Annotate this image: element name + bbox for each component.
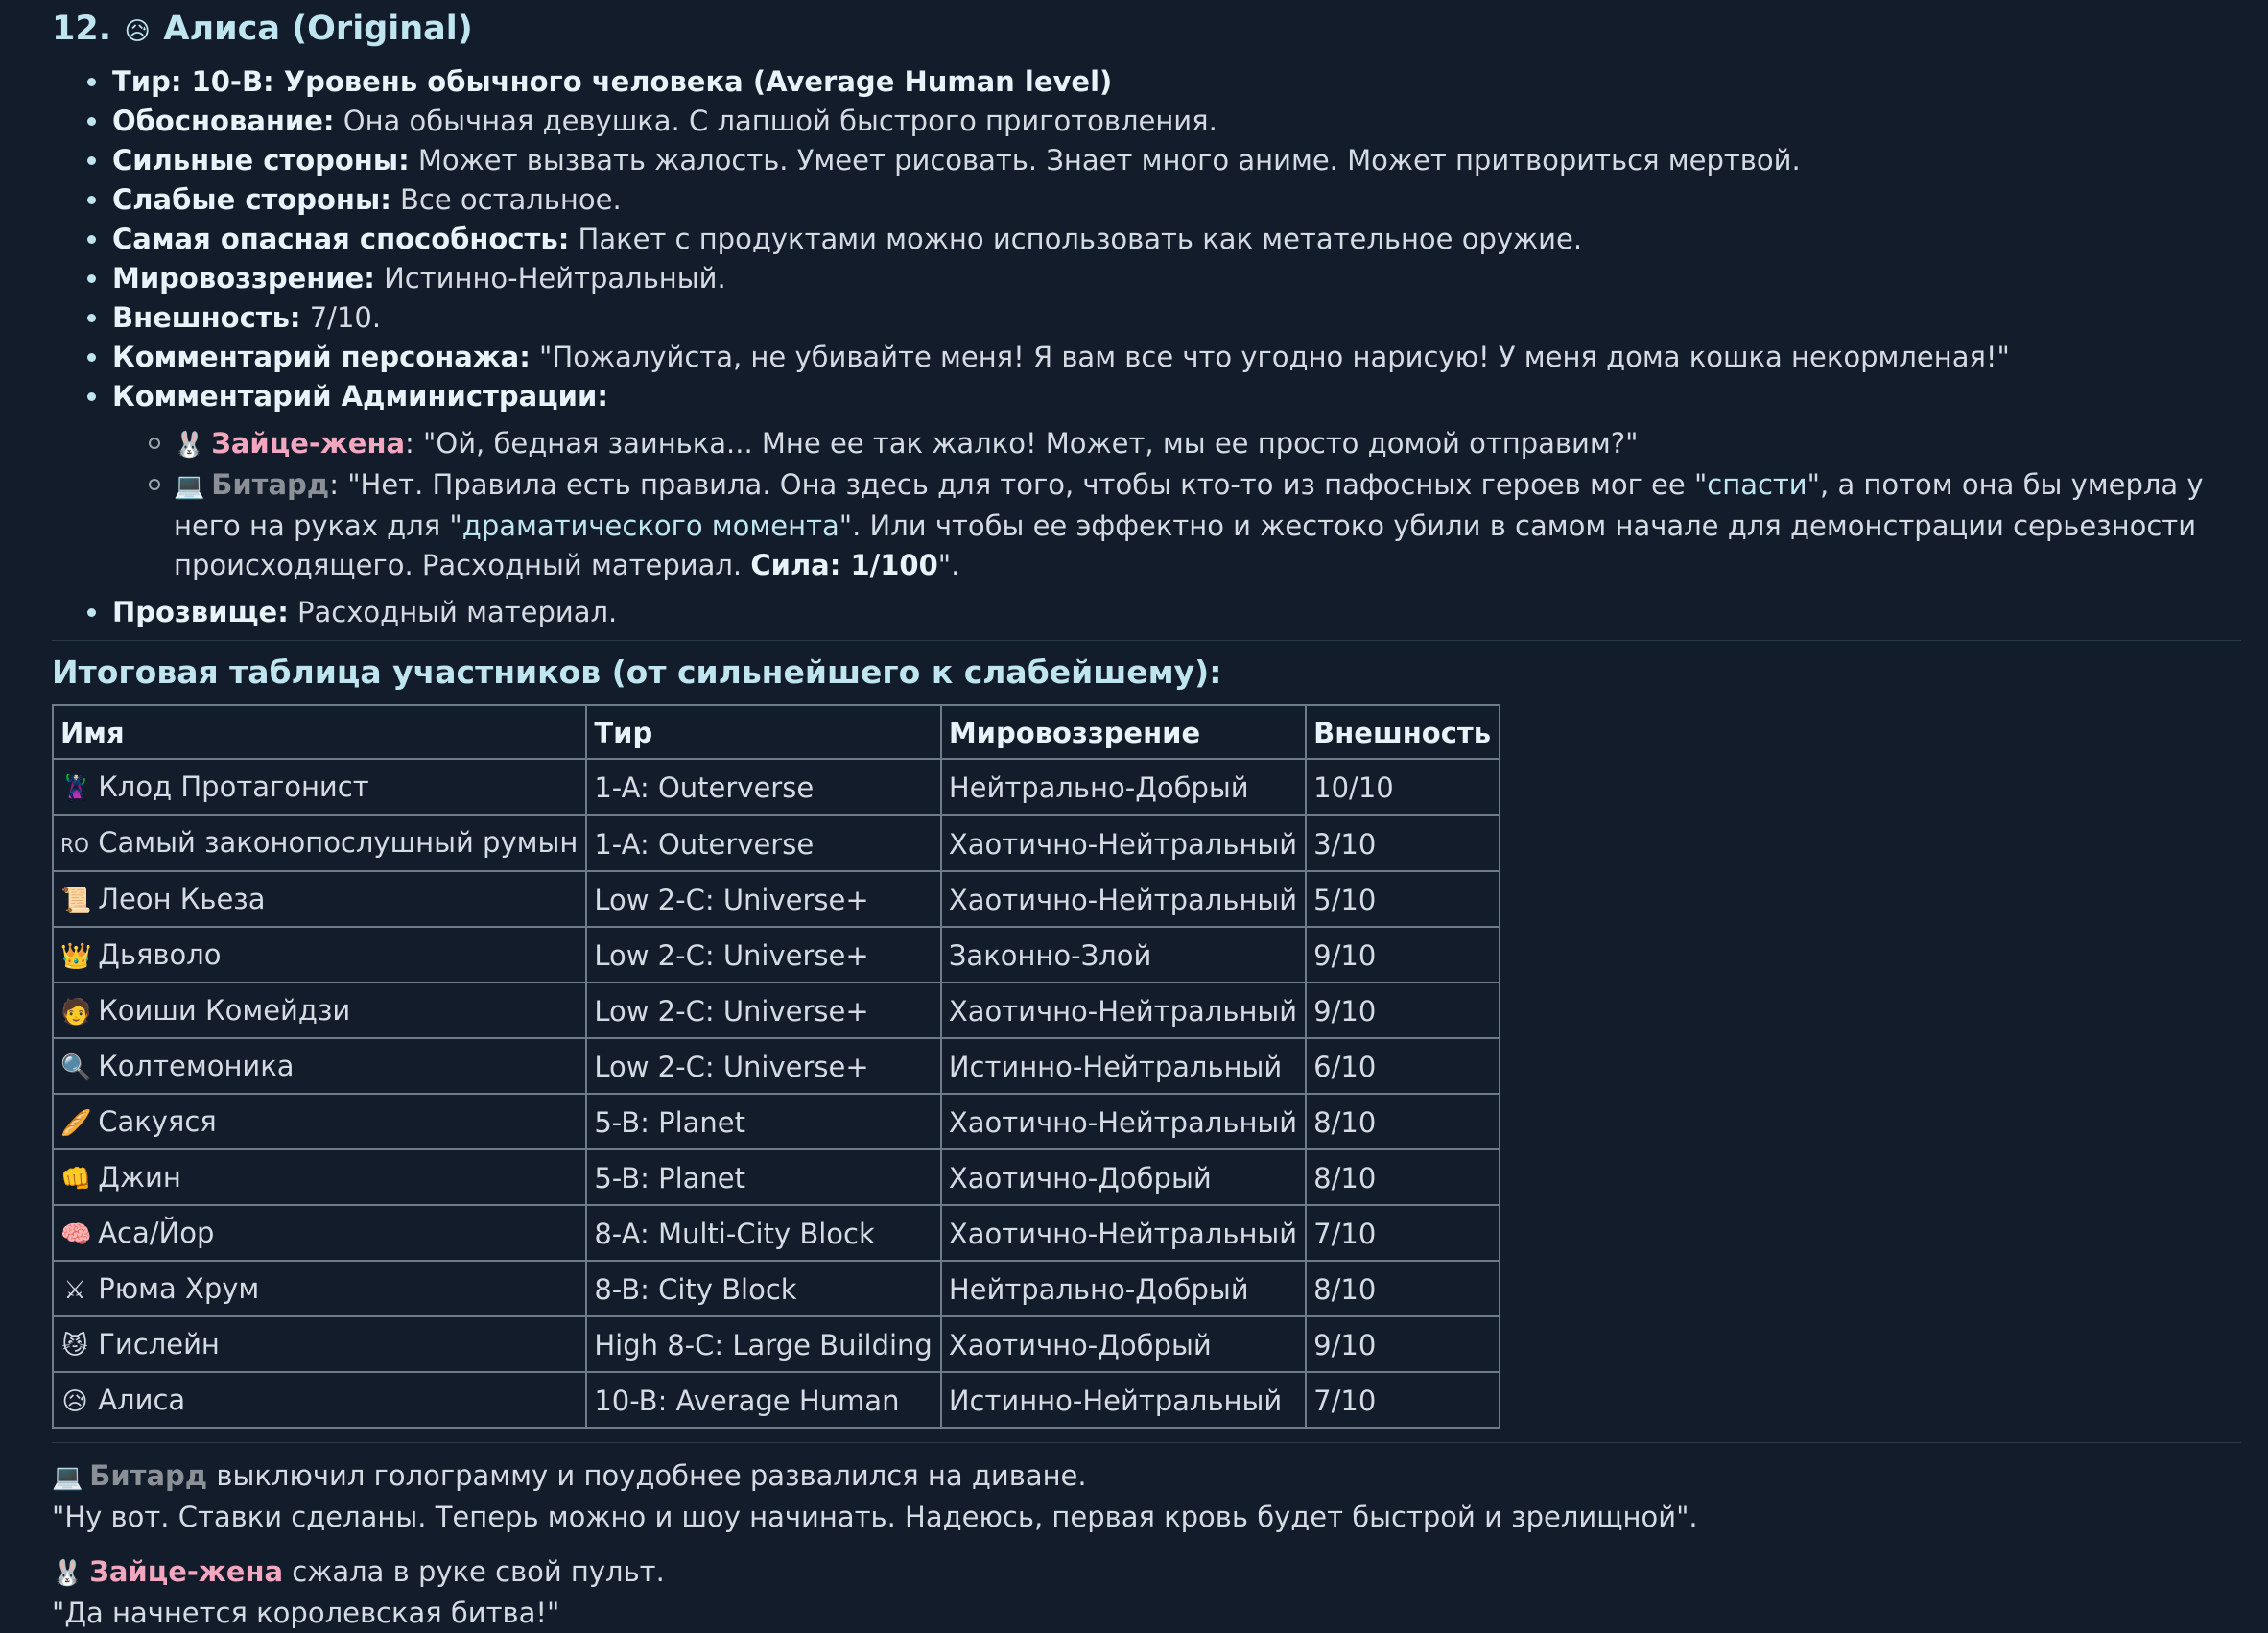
power-rating: Сила: 1/100 — [750, 549, 938, 581]
attribute-label: Обоснование: — [112, 105, 335, 137]
attribute-label: Слабые стороны: — [112, 183, 391, 216]
attribute-alignment — [112, 259, 2268, 298]
table-row — [53, 1372, 1500, 1428]
looks-cell: 8/10 — [1306, 1094, 1500, 1149]
tier-cell: 5-B: Planet — [586, 1094, 940, 1149]
participant-icon: 👑 — [60, 942, 92, 971]
section-title: Алиса (Original) — [163, 10, 473, 48]
participant-icon: 😥 — [61, 1387, 88, 1416]
speaker-name: Зайце-жена — [89, 1555, 284, 1588]
participant-name: Колтемоника — [98, 1050, 295, 1082]
quote-line: "Ну вот. Ставки сделаны. Теперь можно и шоу начинать. Надеюсь, первая кровь будет быстрой и зрелищной". — [52, 1501, 1698, 1533]
tier-cell: 10-B: Average Human — [586, 1372, 940, 1428]
attribute-label: Комментарий персонажа: — [112, 341, 531, 373]
attribute-label: Внешность: — [112, 301, 301, 334]
rabbit-icon: 🐰 — [174, 431, 205, 460]
alignment-cell: Хаотично-Добрый — [941, 1316, 1306, 1372]
participants-table — [52, 704, 1500, 1429]
attribute-text: 7/10. — [300, 301, 382, 334]
rabbit-icon: 🐰 — [52, 1559, 83, 1588]
section-number: 12. — [52, 10, 112, 48]
table-row — [53, 815, 1500, 871]
participant-name: Леон Кьеза — [98, 883, 266, 915]
divider — [52, 640, 2241, 641]
name-cell — [53, 1149, 586, 1205]
participant-name: Джин — [98, 1161, 181, 1194]
looks-cell: 8/10 — [1306, 1149, 1500, 1205]
table-body — [53, 759, 1500, 1428]
participant-icon: 🦹 — [60, 774, 92, 803]
participant-name: Дьяволо — [98, 938, 222, 971]
alignment-cell: Хаотично-Нейтральный — [941, 1205, 1306, 1261]
attribute-text: Пакет с продуктами можно использовать как метательное оружие. — [569, 223, 1583, 255]
column-header-alignment: Мировоззрение — [941, 705, 1306, 759]
divider — [52, 1442, 2241, 1443]
speaker-name: Битард — [89, 1459, 208, 1492]
attribute-looks — [112, 298, 2268, 338]
comment-text: ". Или чтобы ее эффектно и жестоко убили в самом начале для демонстрации серьезности происходящего. Расходный материал. — [174, 509, 2197, 581]
laptop-icon: 💻 — [52, 1463, 83, 1492]
table-row — [53, 1316, 1500, 1372]
participant-name: Клод Протагонист — [98, 770, 369, 803]
participant-icon: 📜 — [60, 887, 92, 915]
attribute-character-comment — [112, 338, 2268, 377]
tier-cell: Low 2-C: Universe+ — [586, 927, 940, 982]
narration-text: сжала в руке свой пульт. — [283, 1555, 665, 1588]
table-header-row — [53, 705, 1500, 759]
alignment-cell: Нейтрально-Добрый — [941, 1261, 1306, 1316]
laptop-icon: 💻 — [174, 472, 205, 501]
quoted-word: драматического момента — [461, 509, 839, 542]
name-cell — [53, 927, 586, 982]
name-cell — [53, 815, 586, 871]
attribute-justification — [112, 102, 2268, 141]
attribute-text: Расходный материал. — [288, 596, 618, 628]
attribute-label: Сильные стороны: — [112, 144, 410, 177]
speaker-name: Зайце-жена — [211, 427, 406, 460]
attribute-tier — [112, 62, 2268, 102]
looks-cell: 5/10 — [1306, 871, 1500, 927]
tier-cell: Low 2-C: Universe+ — [586, 871, 940, 927]
participant-name: Аса/Йор — [98, 1217, 215, 1249]
narration-text: выключил голограмму и поудобнее развалился на диване. — [207, 1459, 1087, 1492]
alignment-cell: Хаотично-Нейтральный — [941, 815, 1306, 871]
attribute-text: Она обычная девушка. С лапшой быстрого приготовления. — [334, 105, 1217, 137]
looks-cell: 6/10 — [1306, 1038, 1500, 1094]
participant-name: Гислейн — [98, 1328, 220, 1361]
tier-cell: Low 2-C: Universe+ — [586, 982, 940, 1038]
table-row — [53, 759, 1500, 815]
attribute-text: "Пожалуйста, не убивайте меня! Я вам все что угодно нарисую! У меня дома кошка некормленая!" — [530, 341, 2010, 373]
attribute-admin-comment — [112, 377, 2268, 585]
table-row — [53, 1038, 1500, 1094]
column-header-name: Имя — [53, 705, 586, 759]
name-cell — [53, 1316, 586, 1372]
participant-icon: RO — [60, 834, 89, 857]
quote-line: "Да начнется королевская битва!" — [52, 1597, 560, 1629]
participant-icon: 🔍 — [60, 1053, 92, 1082]
alignment-cell: Хаотично-Нейтральный — [941, 1094, 1306, 1149]
participant-name: Рюма Хрум — [98, 1272, 260, 1305]
narration-line — [52, 1456, 2268, 1498]
column-header-tier: Тир — [586, 705, 940, 759]
table-row — [53, 1094, 1500, 1149]
attribute-strengths — [112, 141, 2268, 180]
tier-cell: 1-A: Outerverse — [586, 759, 940, 815]
narration-line — [52, 1552, 2268, 1594]
column-header-looks: Внешность — [1306, 705, 1500, 759]
tier-cell: 8-B: City Block — [586, 1261, 940, 1316]
admin-comment-zay — [174, 424, 2268, 465]
attribute-text: Может вызвать жалость. Умеет рисовать. Знает много аниме. Может притвориться мертвой. — [409, 144, 1801, 177]
table-row — [53, 1149, 1500, 1205]
name-cell — [53, 1261, 586, 1316]
participant-icon: 😼 — [61, 1332, 88, 1361]
looks-cell: 3/10 — [1306, 815, 1500, 871]
looks-cell: 9/10 — [1306, 927, 1500, 982]
name-cell — [53, 1038, 586, 1094]
looks-cell: 8/10 — [1306, 1261, 1500, 1316]
attribute-list — [52, 62, 2268, 632]
attribute-label: Прозвище: — [112, 596, 289, 628]
tier-cell: 1-A: Outerverse — [586, 815, 940, 871]
alignment-cell: Хаотично-Нейтральный — [941, 982, 1306, 1038]
name-cell — [53, 759, 586, 815]
looks-cell: 7/10 — [1306, 1205, 1500, 1261]
closing-narration — [52, 1456, 2268, 1633]
attribute-text: Истинно-Нейтральный. — [374, 262, 726, 295]
looks-cell: 10/10 — [1306, 759, 1500, 815]
participant-icon: 🧠 — [60, 1220, 92, 1249]
attribute-text: Все остальное. — [390, 183, 622, 216]
table-row — [53, 1261, 1500, 1316]
section-heading — [52, 0, 2268, 55]
participant-icon: 🧑 — [60, 998, 92, 1027]
tier-cell: High 8-C: Large Building — [586, 1316, 940, 1372]
name-cell — [53, 1205, 586, 1261]
attribute-label: Комментарий Администрации: — [112, 380, 608, 413]
admin-comment-bit — [174, 465, 2268, 585]
attribute-dangerous-ability — [112, 220, 2268, 259]
participant-name: Коиши Комейдзи — [98, 994, 351, 1027]
sad-face-icon: 😥 — [124, 17, 151, 46]
alignment-cell: Нейтрально-Добрый — [941, 759, 1306, 815]
quoted-word: спасти — [1707, 468, 1807, 501]
attribute-weaknesses — [112, 180, 2268, 220]
looks-cell: 9/10 — [1306, 1316, 1500, 1372]
looks-cell: 9/10 — [1306, 982, 1500, 1038]
name-cell — [53, 1372, 586, 1428]
comment-text: ", а потом она бы умерла у него на руках для " — [174, 468, 2204, 542]
participant-name: Сакуяся — [98, 1105, 217, 1138]
attribute-label: Тир: 10-B: Уровень обычного человека (Average Human level) — [112, 65, 1113, 98]
name-cell — [53, 982, 586, 1038]
comment-text: : "Ой, бедная заинька... Мне ее так жалко! Может, мы ее просто домой отправим?" — [405, 427, 1639, 460]
participant-icon: ⚔ — [63, 1276, 86, 1305]
attribute-label: Самая опасная способность: — [112, 223, 570, 255]
alignment-cell: Законно-Злой — [941, 927, 1306, 982]
alignment-cell: Хаотично-Добрый — [941, 1149, 1306, 1205]
alignment-cell: Истинно-Нейтральный — [941, 1372, 1306, 1428]
name-cell — [53, 1094, 586, 1149]
participant-name: Алиса — [98, 1384, 186, 1416]
attribute-nickname — [112, 593, 2268, 632]
tier-cell: 8-A: Multi-City Block — [586, 1205, 940, 1261]
comment-text: ". — [937, 549, 960, 581]
tier-cell: 5-B: Planet — [586, 1149, 940, 1205]
table-title: Итоговая таблица участников (от сильнейшего к слабейшему): — [52, 653, 1222, 691]
table-row — [53, 1205, 1500, 1261]
alignment-cell: Хаотично-Нейтральный — [941, 871, 1306, 927]
table-row — [53, 927, 1500, 982]
alignment-cell: Истинно-Нейтральный — [941, 1038, 1306, 1094]
speaker-name: Битард — [211, 468, 330, 501]
table-row — [53, 871, 1500, 927]
looks-cell: 7/10 — [1306, 1372, 1500, 1428]
comment-text: : "Нет. Правила есть правила. Она здесь для того, чтобы кто-то из пафосных героев мог ее " — [329, 468, 1708, 501]
name-cell — [53, 871, 586, 927]
table-row — [53, 982, 1500, 1038]
attribute-label: Мировоззрение: — [112, 262, 375, 295]
admin-comment-list — [112, 424, 2268, 585]
participant-name: Самый законопослушный румын — [98, 826, 579, 859]
participant-icon: 🥖 — [60, 1109, 92, 1138]
tier-cell: Low 2-C: Universe+ — [586, 1038, 940, 1094]
participant-icon: 👊 — [60, 1165, 92, 1194]
